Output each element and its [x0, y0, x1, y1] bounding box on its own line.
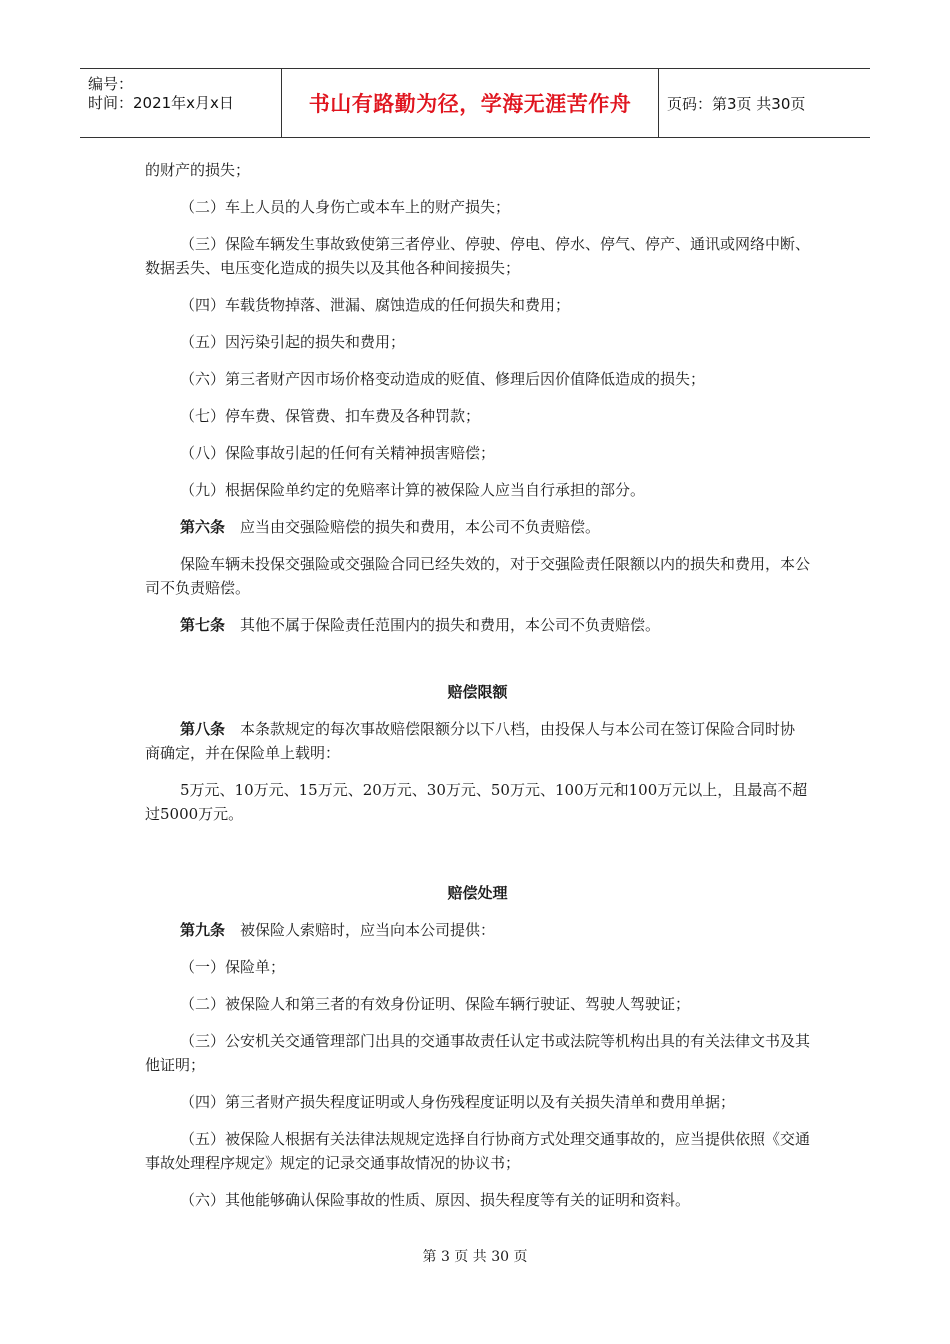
article-label: 第八条 — [180, 720, 226, 738]
list-item: （三）保险车辆发生事故致使第三者停业、停驶、停电、停水、停气、停产、通讯或网络中断、数据丢失、电压变化造成的损失以及其他各种间接损失； — [145, 235, 811, 277]
article-label: 第六条 — [180, 518, 226, 536]
document-number-label: 编号： — [88, 75, 134, 93]
article-text: 被保险人索赔时，应当向本公司提供： — [225, 921, 496, 939]
page-header — [80, 68, 870, 138]
spacer — [145, 839, 810, 881]
article-six — [145, 515, 810, 539]
article-label: 第七条 — [180, 616, 226, 634]
list-item: （六）其他能够确认保险事故的性质、原因、损失程度等有关的证明和资料。 — [180, 1191, 691, 1209]
spacer — [145, 650, 810, 680]
list-item: （二）被保险人和第三者的有效身份证明、保险车辆行驶证、驾驶人驾驶证； — [180, 995, 691, 1013]
article-eight — [145, 717, 810, 765]
header-motto: 书山有路勤为径，学海无涯苦作舟 — [282, 69, 659, 137]
document-body — [145, 158, 810, 1225]
page-footer: 第 3 页 共 30 页 — [422, 1249, 528, 1265]
list-item: （四）第三者财产损失程度证明或人身伤残程度证明以及有关损失清单和费用单据； — [180, 1093, 736, 1111]
article-seven — [145, 613, 810, 637]
header-meta — [80, 69, 282, 137]
document-date: 时间：2021年x月x日 — [88, 94, 234, 112]
list-item: （三）公安机关交通管理部门出具的交通事故责任认定书或法院等机构出具的有关法律文书及其他证明； — [145, 1032, 811, 1074]
list-item: （四）车载货物掉落、泄漏、腐蚀造成的任何损失和费用； — [180, 296, 571, 314]
list-item: （九）根据保险单约定的免赔率计算的被保险人应当自行承担的部分。 — [180, 481, 646, 499]
list-item: （五）因污染引起的损失和费用； — [180, 333, 406, 351]
list-item: （一）保险单； — [180, 958, 286, 976]
article-label: 第九条 — [180, 921, 226, 939]
article-text: 本条款规定的每次事故赔偿限额分以下八档，由投保人与本公司在签订保险合同时协商确定，并在保险单上载明： — [145, 720, 796, 762]
paragraph: 5万元、10万元、15万元、20万元、30万元、50万元、100万元和100万元以上，且最高不超过5000万元。 — [145, 781, 808, 823]
list-item: （八）保险事故引起的任何有关精神损害赔偿； — [180, 444, 496, 462]
section-heading-compensation-limit: 赔偿限额 — [447, 683, 508, 701]
list-item: （五）被保险人根据有关法律法规规定选择自行协商方式处理交通事故的，应当提供依照《交通事故处理程序规定》规定的记录交通事故情况的协议书； — [145, 1130, 811, 1172]
list-item: （六）第三者财产因市场价格变动造成的贬值、修理后因价值降低造成的损失； — [180, 370, 706, 388]
article-nine — [145, 918, 810, 942]
paragraph: 的财产的损失； — [145, 161, 251, 179]
list-item: （二）车上人员的人身伤亡或本车上的财产损失； — [180, 198, 511, 216]
header-page-info: 页码：第3页 共30页 — [667, 94, 806, 113]
list-item: （七）停车费、保管费、扣车费及各种罚款； — [180, 407, 481, 425]
paragraph: 保险车辆未投保交强险或交强险合同已经失效的，对于交强险责任限额以内的损失和费用，本公司不负责赔偿。 — [145, 555, 811, 597]
section-heading-claims-handling: 赔偿处理 — [447, 884, 508, 902]
article-text: 应当由交强险赔偿的损失和费用，本公司不负责赔偿。 — [225, 518, 601, 536]
article-text: 其他不属于保险责任范围内的损失和费用，本公司不负责赔偿。 — [225, 616, 661, 634]
